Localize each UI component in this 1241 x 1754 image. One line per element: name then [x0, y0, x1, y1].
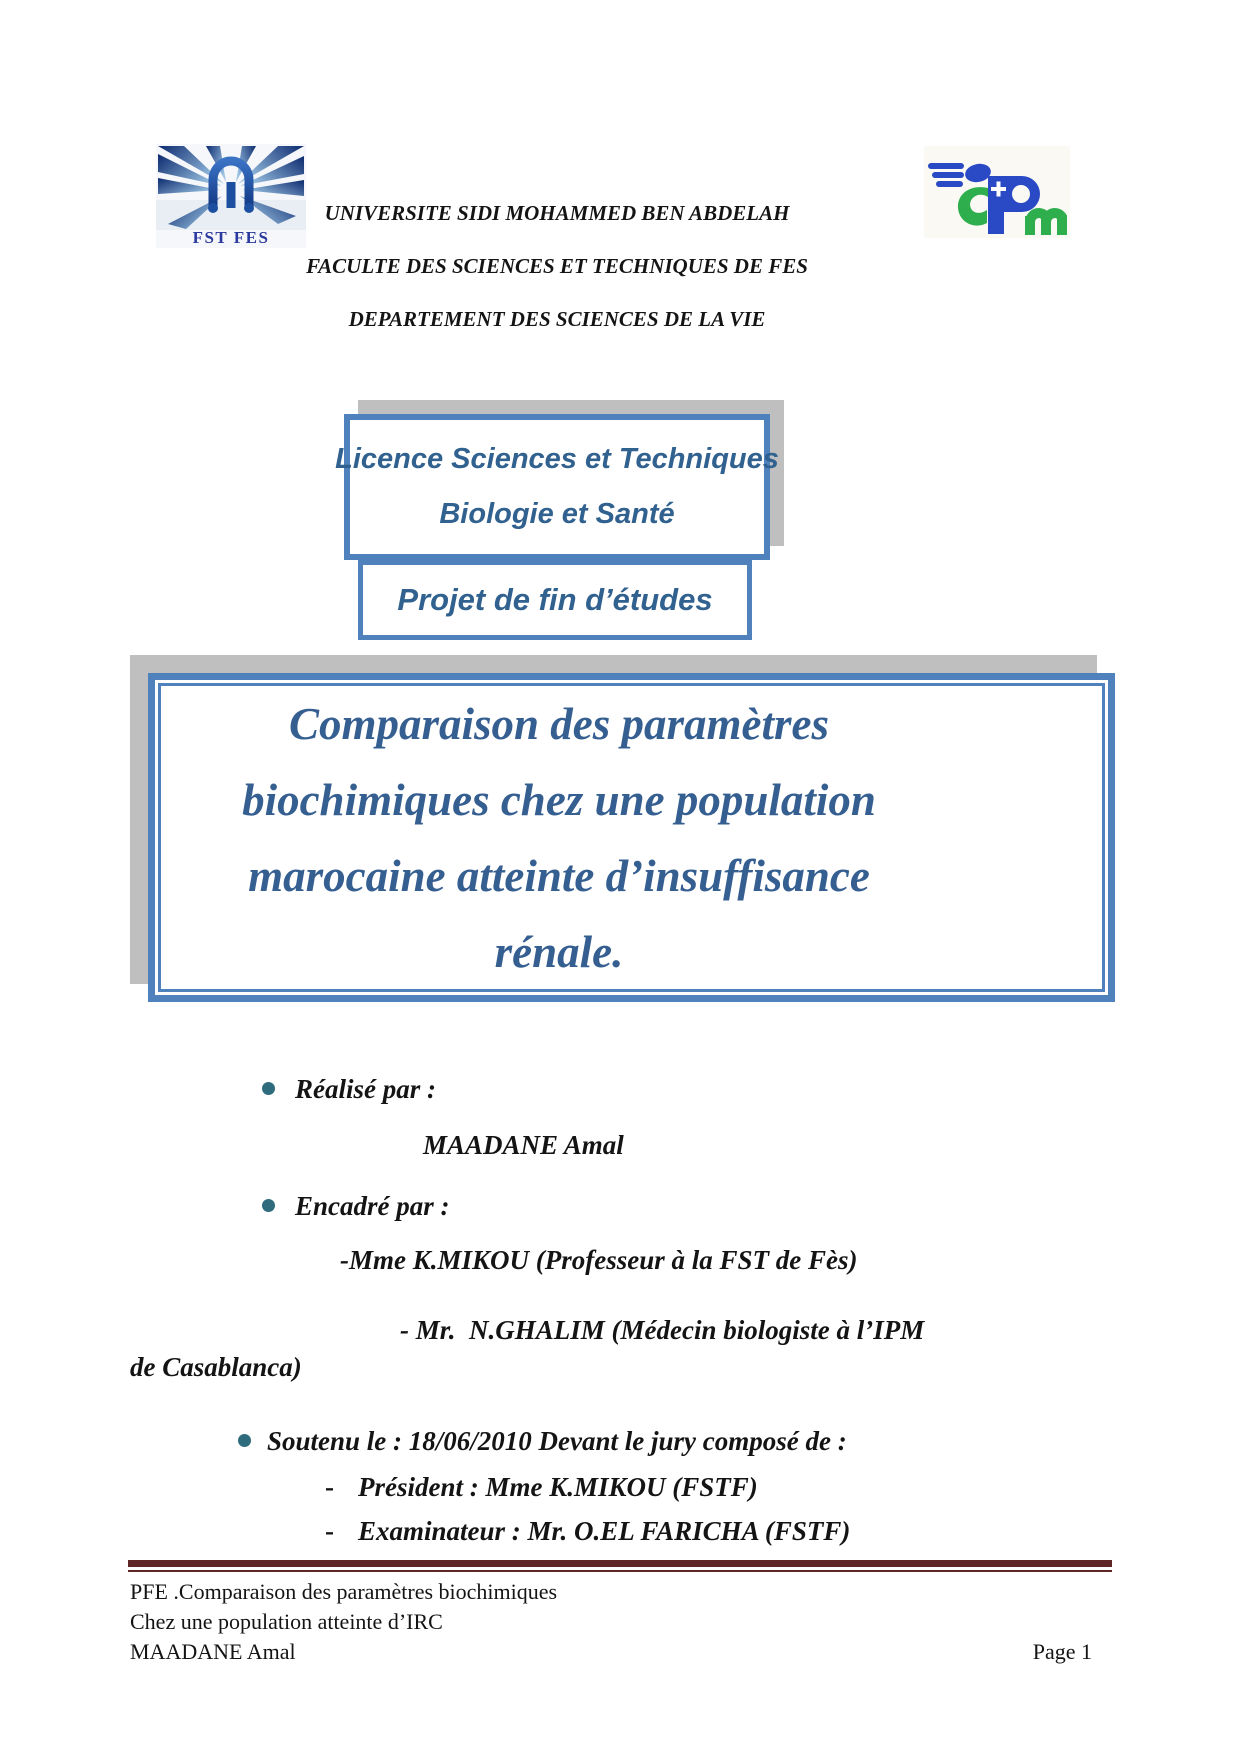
- project-box-label: Projet de fin d’études: [397, 582, 713, 617]
- jury-president: Président : Mme K.MIKOU (FSTF): [358, 1472, 758, 1502]
- supervisor-1: -Mme K.MIKOU (Professeur à la FST de Fès): [340, 1245, 858, 1275]
- author-name: MAADANE Amal: [423, 1130, 624, 1160]
- realise-par-item: [262, 1072, 436, 1106]
- bullet-icon: [262, 1199, 275, 1212]
- page-number: Page 1: [1032, 1639, 1092, 1664]
- department-name: DEPARTEMENT DES SCIENCES DE LA VIE: [348, 307, 766, 331]
- defense-date-label: Soutenu le : 18/06/2010 Devant le jury composé de :: [267, 1426, 847, 1456]
- jury-president-item: [325, 1470, 758, 1504]
- title-box: [148, 673, 1115, 1002]
- defense-date-item: [238, 1424, 847, 1458]
- fst-fes-logo-text: FST FES: [192, 228, 270, 247]
- supervisor-2-continuation: de Casablanca): [130, 1352, 302, 1382]
- university-name: UNIVERSITE SIDI MOHAMMED BEN ABDELAH: [324, 201, 790, 225]
- dash-icon: -: [325, 1516, 334, 1546]
- dash-icon: -: [325, 1472, 334, 1502]
- bullet-icon: [238, 1434, 251, 1447]
- encadre-par-label: Encadré par :: [295, 1191, 450, 1221]
- page-footer: [130, 1577, 1092, 1667]
- jury-examiner: Examinateur : Mr. O.EL FARICHA (FSTF): [358, 1516, 851, 1546]
- supervisor-2: - Mr. N.GHALIM (Médecin biologiste à l’IPM: [400, 1315, 925, 1345]
- footer-line-1: PFE .Comparaison des paramètres biochimiques: [130, 1579, 558, 1604]
- jury-examiner-item: [325, 1514, 850, 1548]
- thesis-title-line-1: Comparaison des paramètres: [288, 698, 830, 749]
- title-box-inner-border: [158, 683, 1105, 992]
- institution-header: [57, 200, 1057, 359]
- program-line-2: Biologie et Santé: [439, 498, 675, 531]
- footer-author: MAADANE Amal: [130, 1639, 296, 1664]
- thesis-title-line-3: marocaine atteinte d’insuffisance: [248, 850, 870, 901]
- thesis-title-line-4: rénale.: [494, 926, 624, 977]
- thesis-title-line-2: biochimiques chez une population: [242, 774, 876, 825]
- project-box: [358, 560, 752, 640]
- faculty-name: FACULTE DES SCIENCES ET TECHNIQUES DE FES: [306, 254, 808, 278]
- footer-line-2: Chez une population atteinte d’IRC: [130, 1609, 443, 1634]
- bullet-icon: [262, 1082, 275, 1095]
- realise-par-label: Réalisé par :: [295, 1074, 436, 1104]
- program-line-1: Licence Sciences et Techniques: [335, 442, 779, 475]
- encadre-par-item: [262, 1189, 450, 1223]
- footer-rule: [128, 1560, 1112, 1572]
- program-box: [335, 414, 779, 560]
